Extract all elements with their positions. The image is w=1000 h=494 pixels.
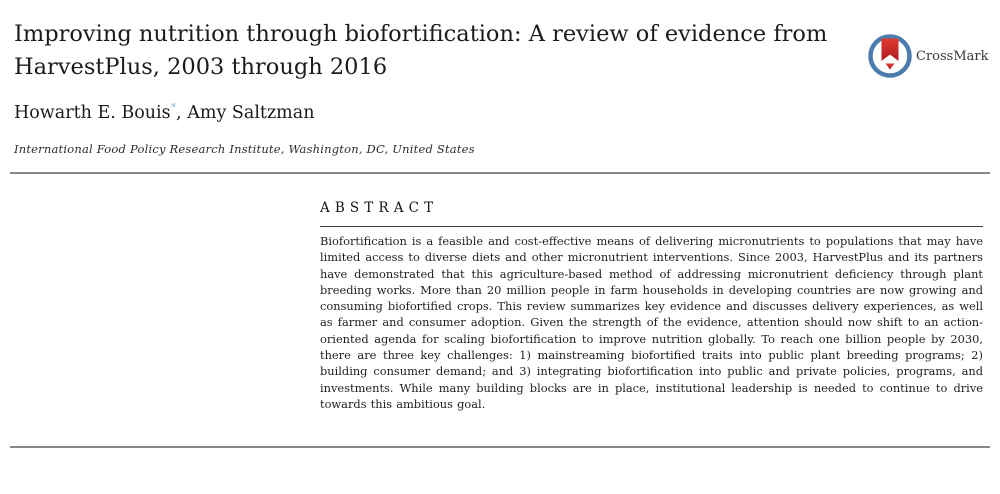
corresponding-author-asterisk[interactable]: *	[170, 101, 177, 115]
abstract-text: Biofortification is a feasible and cost-effective means of delivering micronutrients to populations that may have limited access to diverse diets and other micronutrient interventions. Since 2003, HarvestPlus and its partners have demonstrated that this agriculture-based method of addressing micronutrient deficiency through plant breeding works. More than 20 million people in farm households in developing countries are now growing and consuming biofortified crops. This review summarizes key evidence and discusses delivery experiences, as well as farmer and consumer adoption. Given the strength of the evidence, attention should now shift to an action-oriented agenda for scaling biofortification to improve nutrition globally. To reach one billion people by 2030, there are three key challenges: 1) mainstreaming biofortified traits into public plant breeding programs; 2) building consumer demand; and 3) integrating biofortification into public and private policies, programs, and investments. While many building blocks are in place, institutional leadership is needed to continue to drive towards this ambitious goal.	[320, 234, 983, 411]
abstract-divider-rule	[320, 226, 983, 227]
crossmark-badge[interactable]	[867, 33, 988, 79]
page-title: Improving nutrition through biofortification: A review of evidence from HarvestPlus, 2003 through 2016	[14, 21, 828, 80]
header-divider-rule	[10, 172, 990, 174]
footer-divider-rule	[10, 446, 990, 448]
author-separator: ,	[176, 103, 188, 123]
author-name-1: Howarth E. Bouis	[14, 103, 171, 123]
crossmark-label: CrossMark	[916, 48, 989, 64]
affiliation-line: International Food Policy Research Institute, Washington, DC, United States	[14, 142, 475, 156]
author-name-2: Amy Saltzman	[187, 103, 315, 123]
crossmark-icon	[867, 33, 913, 79]
abstract-heading: ABSTRACT	[320, 200, 439, 216]
author-line	[14, 103, 315, 123]
abstract-section	[320, 200, 983, 424]
